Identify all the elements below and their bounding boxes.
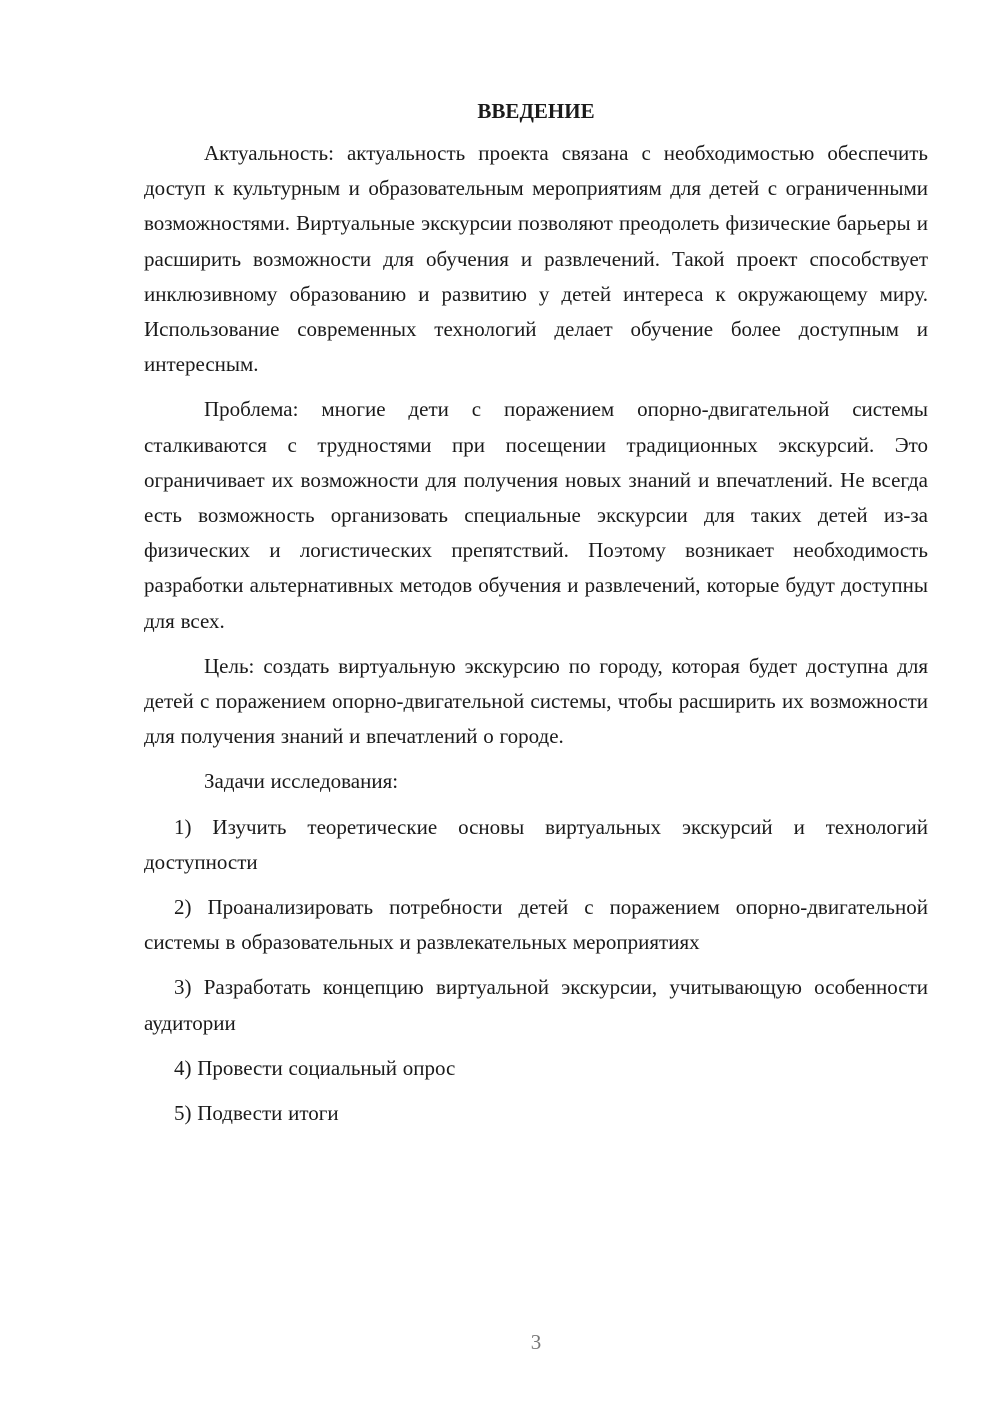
task-item: 1) Изучить теоретические основы виртуальных экскурсий и технологий доступности bbox=[144, 814, 928, 874]
task-item: 2) Проанализировать потребности детей с поражением опорно-двигательной системы в образовательных и развлекательных мероприятиях bbox=[144, 895, 928, 955]
paragraph-goal: Цель: создать виртуальную экскурсию по городу, которая будет доступна для детей с поражением опорно-двигательной системы, чтобы расширить их возможности для получения знаний и впечатлений о городе. bbox=[144, 653, 928, 749]
task-item: 3) Разработать концепцию виртуальной экскурсии, учитывающую особенности аудитории bbox=[144, 975, 928, 1035]
paragraph-relevance: Актуальность: актуальность проекта связана с необходимостью обеспечить доступ к культурным и образовательным мероприятиям для детей с ограниченными возможностями. Виртуальные экскурсии позволяют преодолеть физические барьеры и расширить возможности для обучения и развлечений. Такой проект способствует инклюзивному образованию и развитию у детей интереса к окружающему миру. Использование современных технологий делает обучение более доступным и интересным. bbox=[144, 141, 928, 377]
tasks-title: Задачи исследования: bbox=[204, 769, 399, 794]
document-page bbox=[144, 96, 928, 1141]
page-number: 3 bbox=[530, 1330, 542, 1354]
section-heading: ВВЕДЕНИЕ bbox=[477, 99, 595, 123]
paragraph-problem: Проблема: многие дети с поражением опорно-двигательной системы сталкиваются с трудностями при посещении традиционных экскурсий. Это ограничивает их возможности для получения новых знаний и впечатлений. Не всегда есть возможность организовать специальные экскурсии для таких детей из-за физических и логистических препятствий. Поэтому возникает необходимость разработки альтернативных методов обучения и развлечений, которые будут доступны для всех. bbox=[144, 397, 928, 633]
task-item: 5) Подвести итоги bbox=[174, 1101, 339, 1126]
task-item: 4) Провести социальный опрос bbox=[174, 1055, 456, 1080]
